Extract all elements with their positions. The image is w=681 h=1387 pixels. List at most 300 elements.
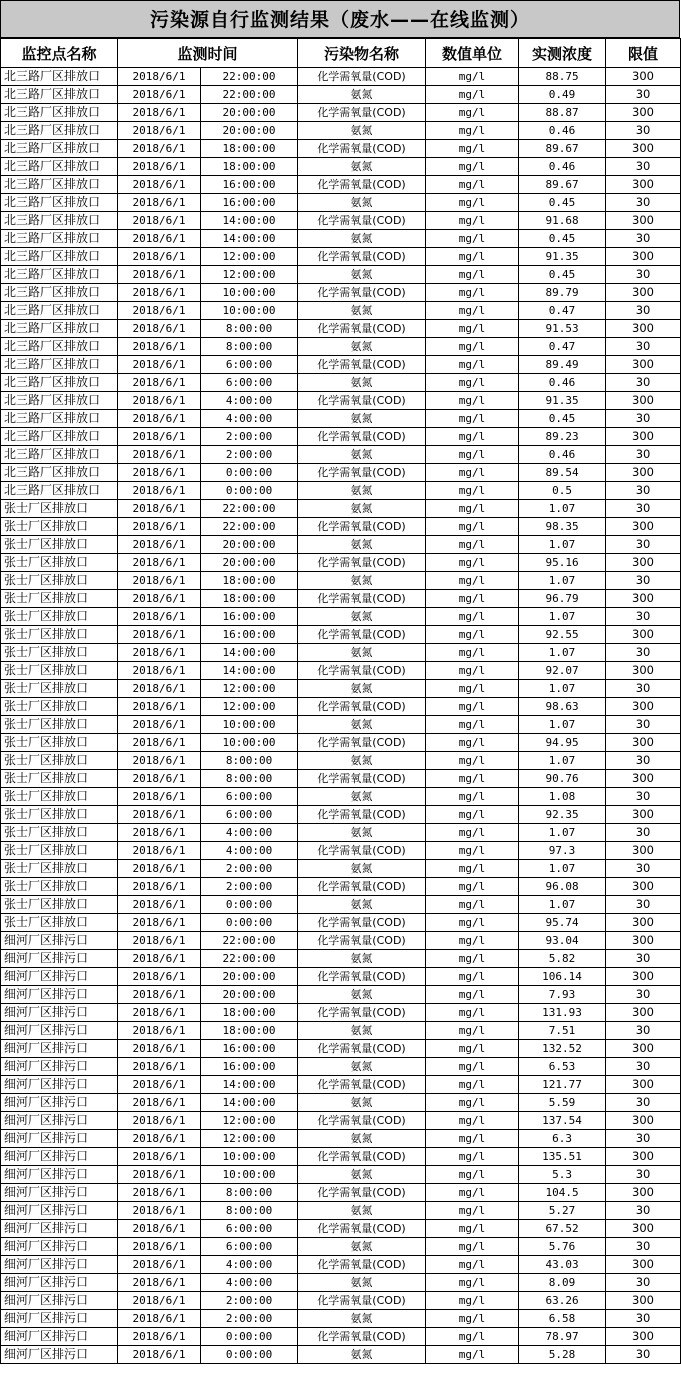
cell-site: 北三路厂区排放口 (1, 392, 118, 410)
table-row (1, 770, 681, 788)
cell-value: 78.97 (519, 1328, 606, 1346)
cell-pollutant: 氨氮 (298, 716, 426, 734)
cell-time: 6:00:00 (201, 806, 298, 824)
cell-pollutant: 氨氮 (298, 446, 426, 464)
table-row (1, 140, 681, 158)
cell-date: 2018/6/1 (118, 554, 201, 572)
cell-time: 2:00:00 (201, 446, 298, 464)
cell-time: 2:00:00 (201, 860, 298, 878)
table-row (1, 1256, 681, 1274)
cell-limit: 300 (606, 1292, 681, 1310)
cell-date: 2018/6/1 (118, 518, 201, 536)
cell-unit: mg/l (426, 986, 519, 1004)
table-row (1, 104, 681, 122)
cell-time: 6:00:00 (201, 1238, 298, 1256)
cell-limit: 30 (606, 1274, 681, 1292)
cell-unit: mg/l (426, 1238, 519, 1256)
table-row (1, 176, 681, 194)
table-row (1, 734, 681, 752)
cell-value: 1.07 (519, 536, 606, 554)
cell-date: 2018/6/1 (118, 1220, 201, 1238)
cell-pollutant: 化学需氧量(COD) (298, 554, 426, 572)
cell-pollutant: 化学需氧量(COD) (298, 590, 426, 608)
cell-value: 91.68 (519, 212, 606, 230)
cell-date: 2018/6/1 (118, 176, 201, 194)
cell-date: 2018/6/1 (118, 482, 201, 500)
cell-time: 18:00:00 (201, 140, 298, 158)
cell-unit: mg/l (426, 122, 519, 140)
cell-site: 细河厂区排污口 (1, 932, 118, 950)
cell-date: 2018/6/1 (118, 338, 201, 356)
cell-date: 2018/6/1 (118, 878, 201, 896)
cell-time: 14:00:00 (201, 1094, 298, 1112)
cell-value: 1.08 (519, 788, 606, 806)
cell-value: 88.87 (519, 104, 606, 122)
cell-pollutant: 化学需氧量(COD) (298, 104, 426, 122)
cell-pollutant: 化学需氧量(COD) (298, 284, 426, 302)
cell-time: 20:00:00 (201, 554, 298, 572)
table-row (1, 914, 681, 932)
cell-limit: 30 (606, 896, 681, 914)
table-row (1, 680, 681, 698)
cell-limit: 30 (606, 374, 681, 392)
cell-site: 张士厂区排放口 (1, 788, 118, 806)
cell-site: 张士厂区排放口 (1, 878, 118, 896)
table-row (1, 518, 681, 536)
cell-unit: mg/l (426, 1256, 519, 1274)
cell-time: 4:00:00 (201, 410, 298, 428)
cell-value: 5.59 (519, 1094, 606, 1112)
cell-time: 16:00:00 (201, 1058, 298, 1076)
cell-time: 14:00:00 (201, 644, 298, 662)
cell-pollutant: 化学需氧量(COD) (298, 1076, 426, 1094)
table-row (1, 356, 681, 374)
cell-limit: 300 (606, 932, 681, 950)
table-row (1, 1238, 681, 1256)
table-row (1, 230, 681, 248)
cell-unit: mg/l (426, 176, 519, 194)
cell-date: 2018/6/1 (118, 248, 201, 266)
table-row (1, 1220, 681, 1238)
cell-site: 细河厂区排污口 (1, 1238, 118, 1256)
cell-site: 细河厂区排污口 (1, 1058, 118, 1076)
cell-unit: mg/l (426, 1166, 519, 1184)
table-body (1, 68, 681, 1364)
cell-unit: mg/l (426, 788, 519, 806)
cell-pollutant: 氨氮 (298, 122, 426, 140)
cell-value: 0.45 (519, 410, 606, 428)
cell-unit: mg/l (426, 1040, 519, 1058)
cell-date: 2018/6/1 (118, 1094, 201, 1112)
cell-site: 细河厂区排污口 (1, 1166, 118, 1184)
cell-value: 0.46 (519, 122, 606, 140)
cell-unit: mg/l (426, 1058, 519, 1076)
cell-value: 0.5 (519, 482, 606, 500)
table-row (1, 266, 681, 284)
cell-date: 2018/6/1 (118, 788, 201, 806)
table-row (1, 986, 681, 1004)
header-unit: 数值单位 (426, 39, 519, 68)
cell-pollutant: 化学需氧量(COD) (298, 968, 426, 986)
cell-time: 2:00:00 (201, 1292, 298, 1310)
cell-date: 2018/6/1 (118, 536, 201, 554)
cell-pollutant: 化学需氧量(COD) (298, 356, 426, 374)
table-row (1, 194, 681, 212)
cell-pollutant: 氨氮 (298, 896, 426, 914)
cell-date: 2018/6/1 (118, 194, 201, 212)
cell-unit: mg/l (426, 212, 519, 230)
cell-value: 98.35 (519, 518, 606, 536)
cell-site: 细河厂区排污口 (1, 1004, 118, 1022)
cell-limit: 300 (606, 68, 681, 86)
table-row (1, 554, 681, 572)
cell-date: 2018/6/1 (118, 1346, 201, 1364)
cell-unit: mg/l (426, 608, 519, 626)
cell-pollutant: 氨氮 (298, 950, 426, 968)
cell-value: 89.67 (519, 140, 606, 158)
cell-limit: 300 (606, 176, 681, 194)
cell-value: 89.23 (519, 428, 606, 446)
table-row (1, 1058, 681, 1076)
cell-site: 张士厂区排放口 (1, 662, 118, 680)
table-row (1, 302, 681, 320)
table-row (1, 788, 681, 806)
cell-pollutant: 化学需氧量(COD) (298, 932, 426, 950)
cell-value: 0.45 (519, 266, 606, 284)
cell-value: 90.76 (519, 770, 606, 788)
cell-value: 6.3 (519, 1130, 606, 1148)
table-row (1, 1166, 681, 1184)
cell-site: 张士厂区排放口 (1, 608, 118, 626)
cell-date: 2018/6/1 (118, 716, 201, 734)
cell-date: 2018/6/1 (118, 1004, 201, 1022)
cell-site: 细河厂区排污口 (1, 1094, 118, 1112)
cell-date: 2018/6/1 (118, 1328, 201, 1346)
cell-date: 2018/6/1 (118, 608, 201, 626)
cell-time: 6:00:00 (201, 788, 298, 806)
cell-pollutant: 氨氮 (298, 644, 426, 662)
cell-limit: 30 (606, 986, 681, 1004)
cell-limit: 30 (606, 1058, 681, 1076)
cell-limit: 30 (606, 266, 681, 284)
cell-value: 0.46 (519, 446, 606, 464)
cell-limit: 300 (606, 1148, 681, 1166)
cell-time: 20:00:00 (201, 536, 298, 554)
cell-unit: mg/l (426, 1202, 519, 1220)
cell-limit: 30 (606, 752, 681, 770)
cell-site: 细河厂区排污口 (1, 950, 118, 968)
cell-limit: 300 (606, 1004, 681, 1022)
cell-value: 1.07 (519, 896, 606, 914)
cell-pollutant: 化学需氧量(COD) (298, 806, 426, 824)
table-row (1, 446, 681, 464)
cell-value: 8.09 (519, 1274, 606, 1292)
cell-unit: mg/l (426, 914, 519, 932)
cell-date: 2018/6/1 (118, 320, 201, 338)
cell-time: 20:00:00 (201, 104, 298, 122)
cell-pollutant: 化学需氧量(COD) (298, 1292, 426, 1310)
cell-limit: 300 (606, 914, 681, 932)
table-row (1, 1274, 681, 1292)
cell-limit: 300 (606, 842, 681, 860)
cell-value: 63.26 (519, 1292, 606, 1310)
cell-value: 91.35 (519, 248, 606, 266)
table-row (1, 1022, 681, 1040)
cell-unit: mg/l (426, 824, 519, 842)
cell-site: 北三路厂区排放口 (1, 284, 118, 302)
cell-time: 16:00:00 (201, 194, 298, 212)
cell-pollutant: 氨氮 (298, 158, 426, 176)
table-row (1, 482, 681, 500)
cell-time: 8:00:00 (201, 770, 298, 788)
cell-pollutant: 化学需氧量(COD) (298, 176, 426, 194)
cell-value: 131.93 (519, 1004, 606, 1022)
cell-unit: mg/l (426, 878, 519, 896)
cell-unit: mg/l (426, 86, 519, 104)
cell-limit: 30 (606, 608, 681, 626)
cell-pollutant: 化学需氧量(COD) (298, 914, 426, 932)
cell-value: 6.53 (519, 1058, 606, 1076)
cell-value: 43.03 (519, 1256, 606, 1274)
cell-date: 2018/6/1 (118, 950, 201, 968)
cell-limit: 30 (606, 86, 681, 104)
table-row (1, 968, 681, 986)
cell-date: 2018/6/1 (118, 698, 201, 716)
cell-limit: 30 (606, 1094, 681, 1112)
cell-limit: 300 (606, 1220, 681, 1238)
cell-value: 89.49 (519, 356, 606, 374)
cell-site: 张士厂区排放口 (1, 698, 118, 716)
cell-pollutant: 化学需氧量(COD) (298, 698, 426, 716)
cell-value: 106.14 (519, 968, 606, 986)
cell-value: 135.51 (519, 1148, 606, 1166)
cell-unit: mg/l (426, 968, 519, 986)
cell-time: 14:00:00 (201, 212, 298, 230)
cell-limit: 30 (606, 482, 681, 500)
cell-value: 6.58 (519, 1310, 606, 1328)
cell-time: 8:00:00 (201, 752, 298, 770)
cell-value: 121.77 (519, 1076, 606, 1094)
cell-pollutant: 化学需氧量(COD) (298, 878, 426, 896)
cell-value: 89.67 (519, 176, 606, 194)
table-row (1, 284, 681, 302)
cell-pollutant: 氨氮 (298, 536, 426, 554)
table-row (1, 842, 681, 860)
cell-unit: mg/l (426, 1094, 519, 1112)
cell-unit: mg/l (426, 626, 519, 644)
cell-limit: 300 (606, 590, 681, 608)
table-row (1, 1040, 681, 1058)
cell-time: 2:00:00 (201, 1310, 298, 1328)
cell-date: 2018/6/1 (118, 1166, 201, 1184)
cell-pollutant: 化学需氧量(COD) (298, 1004, 426, 1022)
table-row (1, 392, 681, 410)
cell-limit: 300 (606, 428, 681, 446)
cell-value: 96.08 (519, 878, 606, 896)
cell-pollutant: 化学需氧量(COD) (298, 428, 426, 446)
cell-value: 0.46 (519, 158, 606, 176)
cell-pollutant: 氨氮 (298, 608, 426, 626)
cell-date: 2018/6/1 (118, 302, 201, 320)
cell-value: 94.95 (519, 734, 606, 752)
cell-date: 2018/6/1 (118, 860, 201, 878)
cell-time: 0:00:00 (201, 914, 298, 932)
cell-site: 北三路厂区排放口 (1, 104, 118, 122)
cell-time: 4:00:00 (201, 392, 298, 410)
cell-time: 2:00:00 (201, 428, 298, 446)
cell-unit: mg/l (426, 1004, 519, 1022)
cell-pollutant: 氨氮 (298, 1238, 426, 1256)
cell-unit: mg/l (426, 698, 519, 716)
cell-time: 6:00:00 (201, 356, 298, 374)
cell-pollutant: 氨氮 (298, 374, 426, 392)
cell-pollutant: 氨氮 (298, 788, 426, 806)
header-pollutant: 污染物名称 (298, 39, 426, 68)
cell-limit: 300 (606, 320, 681, 338)
cell-site: 北三路厂区排放口 (1, 464, 118, 482)
cell-date: 2018/6/1 (118, 752, 201, 770)
cell-limit: 30 (606, 122, 681, 140)
cell-value: 5.27 (519, 1202, 606, 1220)
cell-time: 22:00:00 (201, 950, 298, 968)
cell-value: 89.79 (519, 284, 606, 302)
cell-limit: 300 (606, 1256, 681, 1274)
cell-limit: 300 (606, 662, 681, 680)
cell-time: 18:00:00 (201, 1004, 298, 1022)
cell-time: 14:00:00 (201, 662, 298, 680)
cell-date: 2018/6/1 (118, 680, 201, 698)
cell-limit: 300 (606, 770, 681, 788)
cell-time: 16:00:00 (201, 176, 298, 194)
cell-date: 2018/6/1 (118, 1022, 201, 1040)
table-row (1, 464, 681, 482)
cell-time: 18:00:00 (201, 158, 298, 176)
cell-limit: 300 (606, 392, 681, 410)
cell-site: 细河厂区排污口 (1, 1220, 118, 1238)
cell-value: 96.79 (519, 590, 606, 608)
cell-time: 4:00:00 (201, 1256, 298, 1274)
cell-site: 细河厂区排污口 (1, 1256, 118, 1274)
cell-pollutant: 化学需氧量(COD) (298, 734, 426, 752)
cell-time: 0:00:00 (201, 482, 298, 500)
cell-value: 92.55 (519, 626, 606, 644)
cell-time: 0:00:00 (201, 896, 298, 914)
cell-site: 细河厂区排污口 (1, 1328, 118, 1346)
header-limit: 限值 (606, 39, 681, 68)
table-row (1, 950, 681, 968)
cell-pollutant: 氨氮 (298, 680, 426, 698)
cell-pollutant: 化学需氧量(COD) (298, 842, 426, 860)
cell-limit: 30 (606, 158, 681, 176)
cell-unit: mg/l (426, 320, 519, 338)
cell-site: 张士厂区排放口 (1, 734, 118, 752)
cell-unit: mg/l (426, 1076, 519, 1094)
cell-site: 北三路厂区排放口 (1, 266, 118, 284)
cell-pollutant: 氨氮 (298, 302, 426, 320)
cell-value: 0.47 (519, 338, 606, 356)
cell-time: 10:00:00 (201, 302, 298, 320)
cell-limit: 30 (606, 410, 681, 428)
cell-unit: mg/l (426, 464, 519, 482)
cell-date: 2018/6/1 (118, 266, 201, 284)
cell-limit: 30 (606, 1130, 681, 1148)
cell-pollutant: 化学需氧量(COD) (298, 1040, 426, 1058)
cell-limit: 30 (606, 1202, 681, 1220)
table-row (1, 68, 681, 86)
cell-unit: mg/l (426, 1022, 519, 1040)
cell-unit: mg/l (426, 1130, 519, 1148)
cell-limit: 30 (606, 1238, 681, 1256)
cell-time: 6:00:00 (201, 374, 298, 392)
cell-pollutant: 氨氮 (298, 230, 426, 248)
table-row (1, 1184, 681, 1202)
cell-pollutant: 化学需氧量(COD) (298, 464, 426, 482)
cell-pollutant: 氨氮 (298, 500, 426, 518)
monitoring-table (0, 38, 681, 1364)
cell-limit: 300 (606, 968, 681, 986)
cell-site: 北三路厂区排放口 (1, 140, 118, 158)
cell-time: 16:00:00 (201, 1040, 298, 1058)
cell-time: 10:00:00 (201, 734, 298, 752)
cell-limit: 300 (606, 1076, 681, 1094)
cell-time: 12:00:00 (201, 1112, 298, 1130)
table-row (1, 1346, 681, 1364)
cell-limit: 30 (606, 1310, 681, 1328)
cell-limit: 300 (606, 1112, 681, 1130)
cell-unit: mg/l (426, 1148, 519, 1166)
cell-unit: mg/l (426, 284, 519, 302)
cell-value: 1.07 (519, 644, 606, 662)
cell-time: 16:00:00 (201, 608, 298, 626)
cell-date: 2018/6/1 (118, 1040, 201, 1058)
cell-limit: 30 (606, 950, 681, 968)
cell-unit: mg/l (426, 248, 519, 266)
cell-site: 细河厂区排污口 (1, 1292, 118, 1310)
cell-time: 14:00:00 (201, 230, 298, 248)
cell-limit: 300 (606, 104, 681, 122)
cell-limit: 30 (606, 500, 681, 518)
cell-value: 7.51 (519, 1022, 606, 1040)
cell-site: 细河厂区排污口 (1, 1112, 118, 1130)
cell-time: 22:00:00 (201, 500, 298, 518)
cell-pollutant: 化学需氧量(COD) (298, 1184, 426, 1202)
cell-unit: mg/l (426, 500, 519, 518)
cell-date: 2018/6/1 (118, 446, 201, 464)
cell-site: 张士厂区排放口 (1, 860, 118, 878)
cell-unit: mg/l (426, 734, 519, 752)
cell-value: 98.63 (519, 698, 606, 716)
table-row (1, 932, 681, 950)
table-row (1, 590, 681, 608)
cell-value: 93.04 (519, 932, 606, 950)
cell-date: 2018/6/1 (118, 1274, 201, 1292)
cell-site: 张士厂区排放口 (1, 626, 118, 644)
cell-pollutant: 化学需氧量(COD) (298, 518, 426, 536)
cell-time: 14:00:00 (201, 1076, 298, 1094)
cell-site: 细河厂区排污口 (1, 1310, 118, 1328)
cell-value: 1.07 (519, 572, 606, 590)
cell-value: 95.74 (519, 914, 606, 932)
table-row (1, 248, 681, 266)
cell-site: 张士厂区排放口 (1, 752, 118, 770)
cell-date: 2018/6/1 (118, 842, 201, 860)
cell-time: 10:00:00 (201, 716, 298, 734)
cell-value: 1.07 (519, 860, 606, 878)
cell-limit: 30 (606, 644, 681, 662)
cell-time: 8:00:00 (201, 320, 298, 338)
cell-pollutant: 氨氮 (298, 824, 426, 842)
cell-time: 2:00:00 (201, 878, 298, 896)
